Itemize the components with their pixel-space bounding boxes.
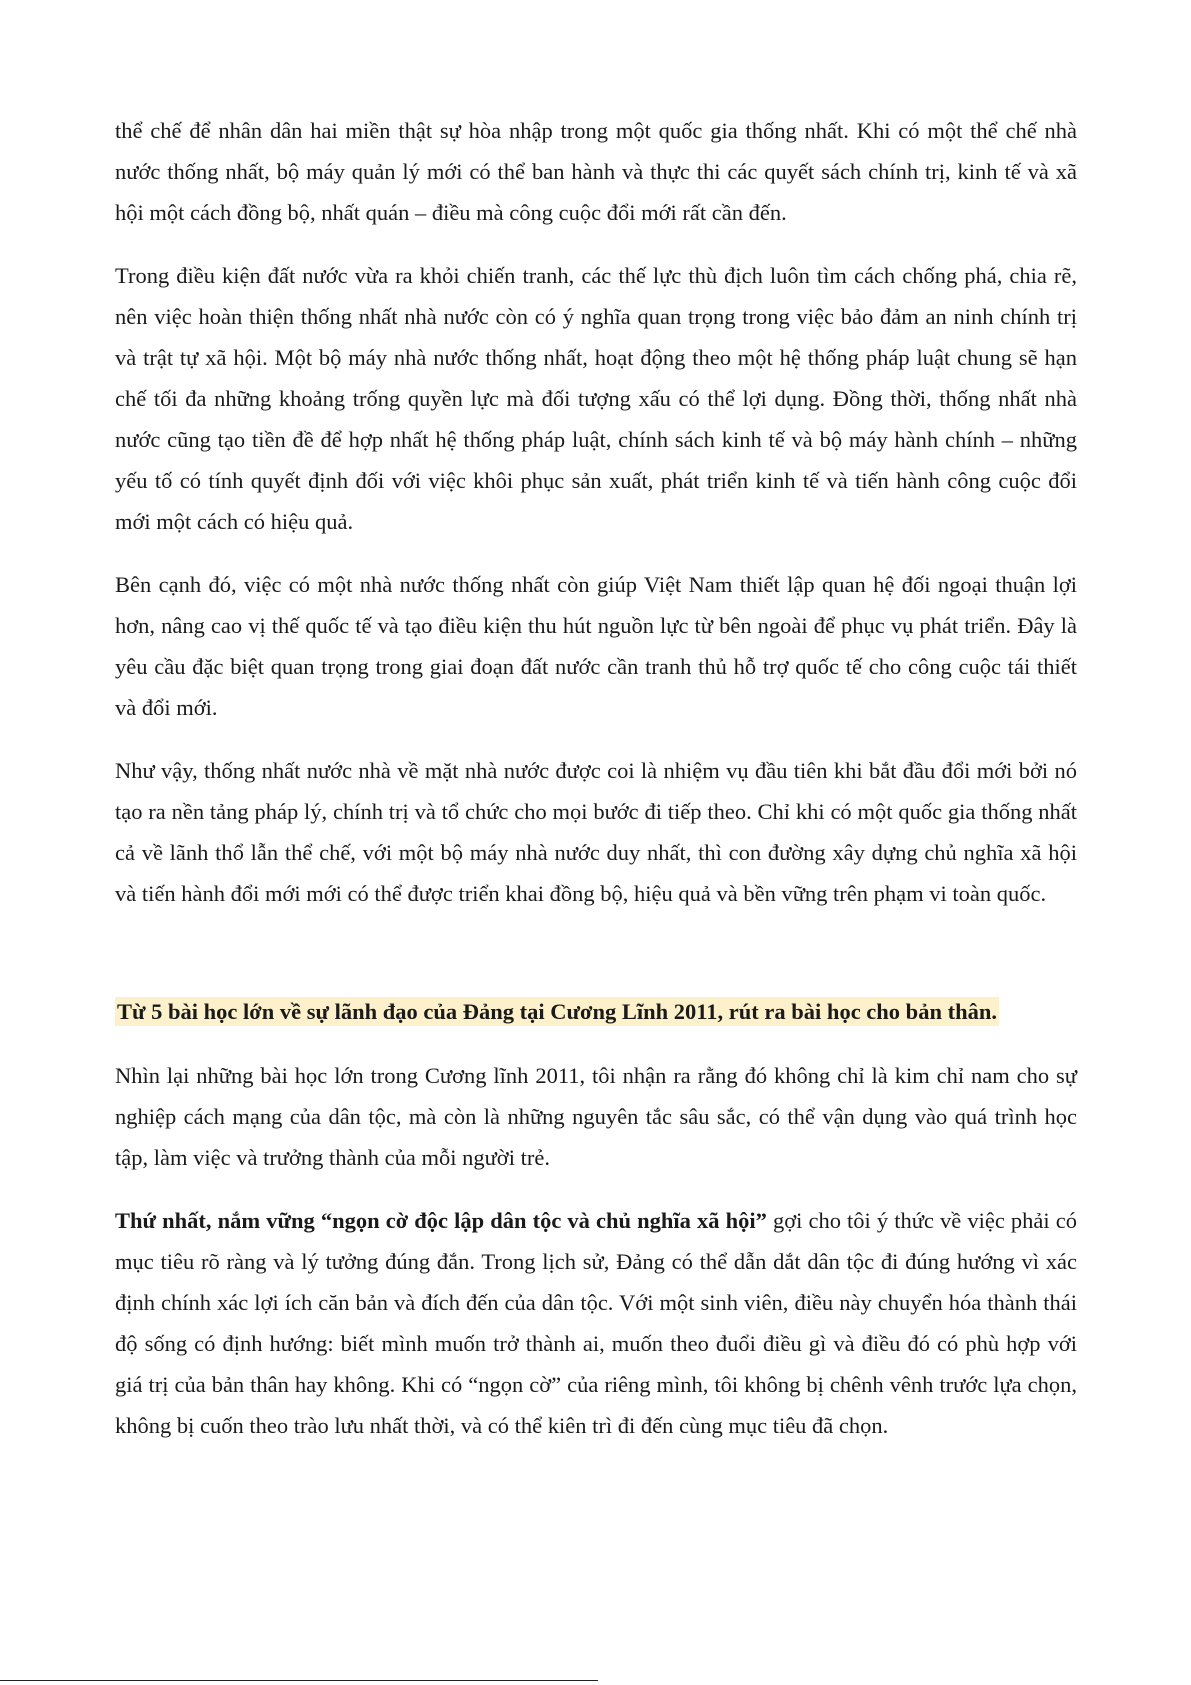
paragraph-6 [115,1200,1077,1446]
paragraph-3: Bên cạnh đó, việc có một nhà nước thống nhất còn giúp Việt Nam thiết lập quan hệ đối ngoại thuận lợi hơn, nâng cao vị thế quốc tế và tạo điều kiện thu hút nguồn lực từ bên ngoài để phục vụ phát triển. Đây là yêu cầu đặc biệt quan trọng trong giai đoạn đất nước cần tranh thủ hỗ trợ quốc tế cho công cuộc tái thiết và đổi mới. [115,572,1077,720]
section-heading-wrapper [115,991,1077,1032]
document-page [115,110,1077,1446]
paragraph-4: Như vậy, thống nhất nước nhà về mặt nhà nước được coi là nhiệm vụ đầu tiên khi bắt đầu đổi mới bởi nó tạo ra nền tảng pháp lý, chính trị và tổ chức cho mọi bước đi tiếp theo. Chỉ khi có một quốc gia thống nhất cả về lãnh thổ lẫn thể chế, với một bộ máy nhà nước duy nhất, thì con đường xây dựng chủ nghĩa xã hội và tiến hành đổi mới mới có thể được triển khai đồng bộ, hiệu quả và bền vững trên phạm vi toàn quốc. [115,758,1077,906]
paragraph-6-lead: Thứ nhất, nắm vững “ngọn cờ độc lập dân tộc và chủ nghĩa xã hội” [115,1208,767,1233]
paragraph-2: Trong điều kiện đất nước vừa ra khỏi chiến tranh, các thế lực thù địch luôn tìm cách chống phá, chia rẽ, nên việc hoàn thiện thống nhất nhà nước còn có ý nghĩa quan trọng trong việc bảo đảm an ninh chính trị và trật tự xã hội. Một bộ máy nhà nước thống nhất, hoạt động theo một hệ thống pháp luật chung sẽ hạn chế tối đa những khoảng trống quyền lực mà đối tượng xấu có thể lợi dụng. Đồng thời, thống nhất nhà nước cũng tạo tiền đề để hợp nhất hệ thống pháp luật, chính sách kinh tế và bộ máy hành chính – những yếu tố có tính quyết định đối với việc khôi phục sản xuất, phát triển kinh tế và tiến hành công cuộc đổi mới một cách có hiệu quả. [115,263,1077,534]
paragraph-1: thể chế để nhân dân hai miền thật sự hòa nhập trong một quốc gia thống nhất. Khi có một thể chế nhà nước thống nhất, bộ máy quản lý mới có thể ban hành và thực thi các quyết sách chính trị, kinh tế và xã hội một cách đồng bộ, nhất quán – điều mà công cuộc đổi mới rất cần đến. [115,118,1077,225]
footnote-separator-line [0,1680,598,1681]
section-heading: Từ 5 bài học lớn về sự lãnh đạo của Đảng tại Cương Lĩnh 2011, rút ra bài học cho bản thân. [117,999,997,1024]
paragraph-5: Nhìn lại những bài học lớn trong Cương lĩnh 2011, tôi nhận ra rằng đó không chỉ là kim chỉ nam cho sự nghiệp cách mạng của dân tộc, mà còn là những nguyên tắc sâu sắc, có thể vận dụng vào quá trình học tập, làm việc và trưởng thành của mỗi người trẻ. [115,1063,1077,1170]
paragraph-6-body: gợi cho tôi ý thức về việc phải có mục tiêu rõ ràng và lý tưởng đúng đắn. Trong lịch sử, Đảng có thể dẫn dắt dân tộc đi đúng hướng vì xác định chính xác lợi ích căn bản và đích đến của dân tộc. Với một sinh viên, điều này chuyển hóa thành thái độ sống có định hướng: biết mình muốn trở thành ai, muốn theo đuổi điều gì và điều đó có phù hợp với giá trị của bản thân hay không. Khi có “ngọn cờ” của riêng mình, tôi không bị chênh vênh trước lựa chọn, không bị cuốn theo trào lưu nhất thời, và có thể kiên trì đi đến cùng mục tiêu đã chọn. [115,1208,1077,1438]
